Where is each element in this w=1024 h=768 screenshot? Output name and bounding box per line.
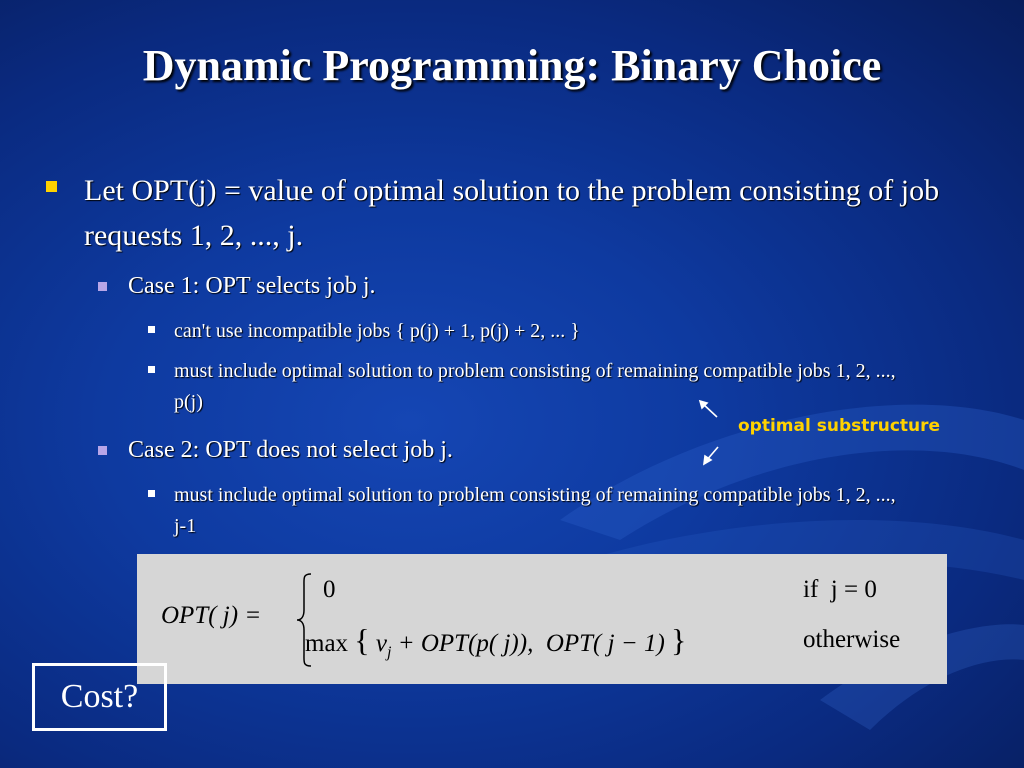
bullet-square-icon — [148, 490, 155, 497]
bullet-main-text: Let OPT(j) = value of optimal solution to the problem consisting of job requests 1, 2, ..., j. — [84, 174, 940, 252]
case2-bullet — [98, 434, 898, 466]
slide-title: Dynamic Programming: Binary Choice — [142, 41, 882, 90]
bullet-main — [46, 168, 946, 258]
case1-expr: j = 0 — [830, 576, 877, 603]
case1-value: 0 — [323, 576, 336, 603]
v-symbol: v — [375, 630, 388, 657]
bullet-square-icon — [98, 446, 107, 455]
case1-bullet — [98, 270, 898, 302]
case2-condition: otherwise — [803, 626, 901, 653]
formula-lhs-arg: ( j) = — [208, 602, 262, 629]
case2-term1: + OPT(p( j)), — [397, 630, 534, 657]
recurrence-formula — [137, 554, 947, 684]
open-brace-icon: { — [354, 622, 370, 658]
case1-if: if — [803, 576, 819, 603]
case1-item-text: must include optimal solution to problem consisting of remaining compatible jobs 1, 2, ..., p(j) — [174, 360, 896, 413]
case1-label: Case 1: OPT selects job j. — [128, 273, 376, 299]
formula-lhs — [161, 602, 261, 630]
case1-item — [148, 316, 908, 347]
case2-expression — [305, 622, 686, 662]
case1-condition — [803, 576, 877, 604]
max-op: max — [305, 630, 349, 657]
bullet-square-icon — [46, 181, 57, 192]
cost-box: Cost? — [32, 663, 167, 731]
arrow-icon — [690, 395, 730, 475]
case1-item — [148, 356, 908, 418]
bullet-square-icon — [148, 366, 155, 373]
case2-label: Case 2: OPT does not select job j. — [128, 437, 453, 463]
optimal-substructure-note: optimal substructure — [738, 416, 941, 436]
bullet-square-icon — [148, 326, 155, 333]
formula-lhs-func: OPT — [161, 602, 209, 629]
bullet-square-icon — [98, 282, 107, 291]
close-brace-icon: } — [671, 622, 687, 658]
case1-item-text: can't use incompatible jobs { p(j) + 1, p(j) + 2, ... } — [174, 320, 580, 342]
case2-term2: OPT( j − 1) — [545, 630, 665, 657]
v-subscript: j — [387, 644, 392, 661]
case2-item-text: must include optimal solution to problem consisting of remaining compatible jobs 1, 2, ..., j-1 — [174, 484, 896, 537]
case2-item — [148, 480, 908, 542]
